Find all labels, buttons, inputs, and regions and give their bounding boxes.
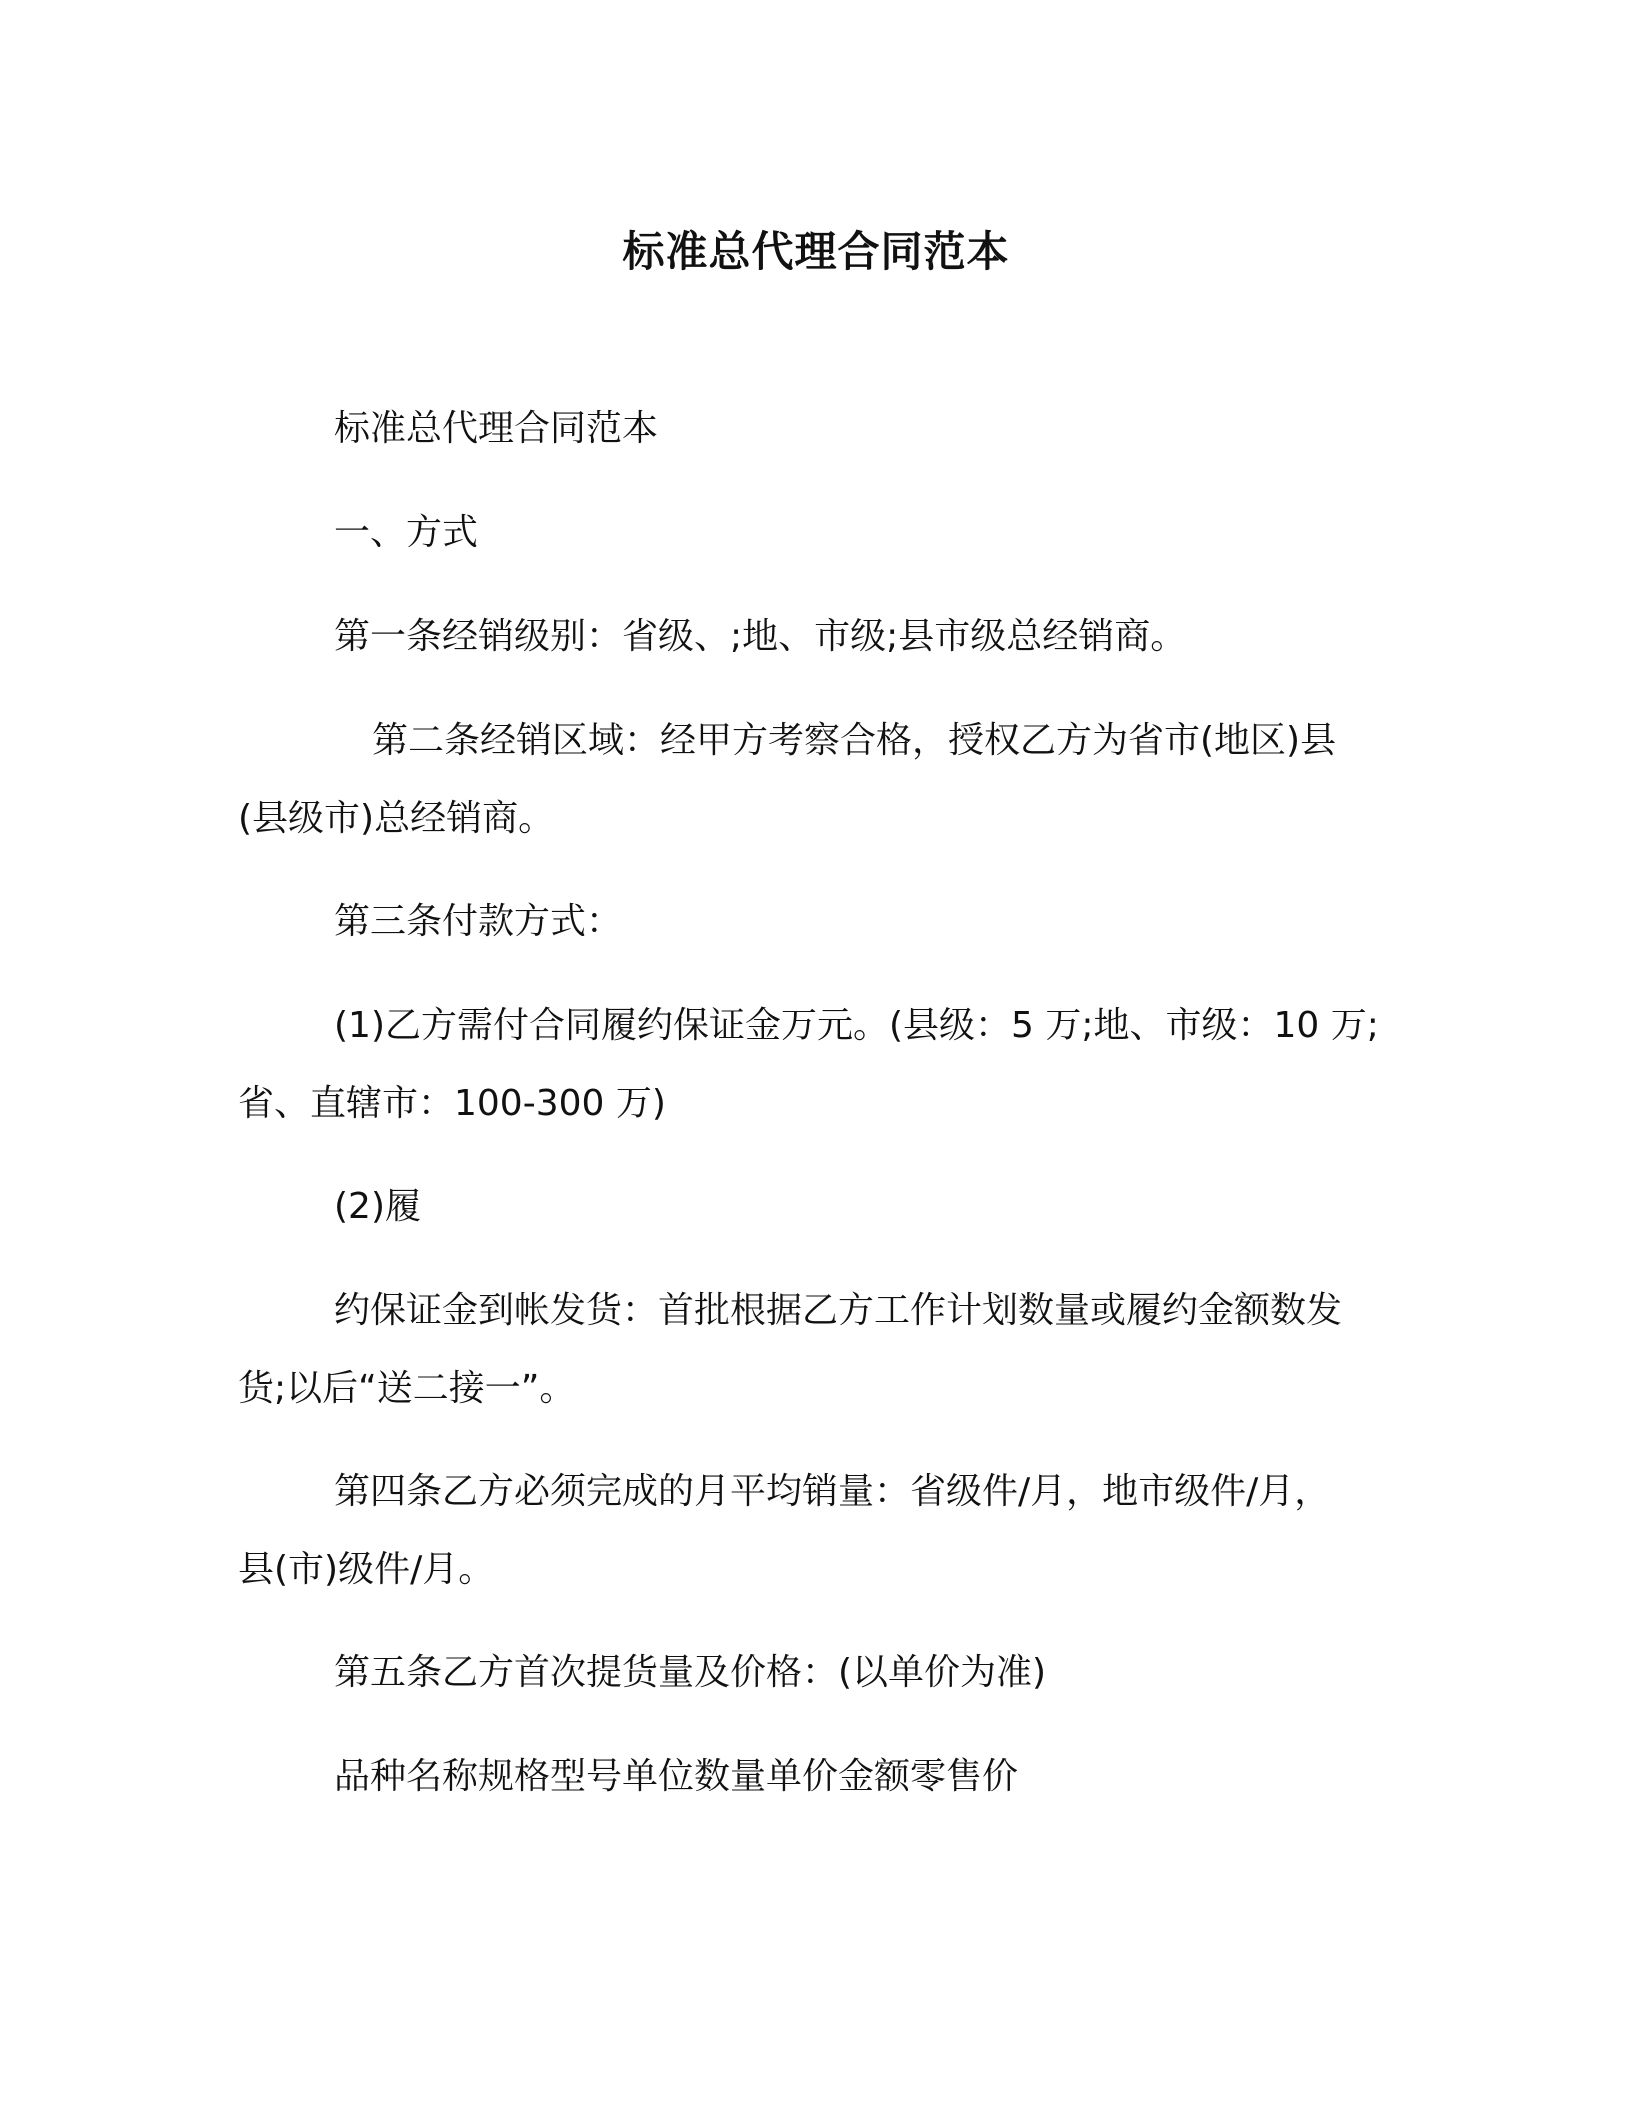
paragraph-item-2 xyxy=(238,1168,1408,1246)
paragraph-line: 第一条经销级别：省级、;地、市级;县市级总经销商。 xyxy=(334,616,1187,657)
paragraph-article-5 xyxy=(238,1634,1408,1712)
paragraph-line: (1)乙方需付合同履约保证金万元。(县级：5 万;地、市级：10 万; xyxy=(334,1005,1379,1046)
paragraph-line: 货;以后“送二接一”。 xyxy=(238,1368,576,1409)
paragraph-line: (2)履 xyxy=(334,1186,421,1227)
paragraph-line: 县(市)级件/月。 xyxy=(238,1549,495,1590)
paragraph-line: 第二条经销区域：经甲方考察合格，授权乙方为省市(地区)县 xyxy=(372,720,1337,761)
paragraph-line: 第三条付款方式： xyxy=(334,901,623,942)
document-title: 标准总代理合同范本 xyxy=(622,227,1010,276)
paragraph-table-header xyxy=(238,1738,1408,1816)
paragraph-item-1 xyxy=(238,987,1408,1143)
paragraph-line: 一、方式 xyxy=(334,512,479,553)
paragraph-line: 约保证金到帐发货：首批根据乙方工作计划数量或履约金额数发 xyxy=(334,1290,1343,1331)
paragraph-line: 标准总代理合同范本 xyxy=(334,408,659,449)
paragraph-line: 第四条乙方必须完成的月平均销量：省级件/月，地市级件/月， xyxy=(334,1471,1331,1512)
paragraph-article-4 xyxy=(238,1453,1408,1609)
paragraph-deposit xyxy=(238,1272,1408,1428)
paragraph-article-2 xyxy=(238,702,1408,858)
paragraph-line: (县级市)总经销商。 xyxy=(238,798,555,839)
paragraph-subtitle xyxy=(238,390,1408,468)
paragraph-section-heading xyxy=(238,494,1408,572)
paragraph-article-3 xyxy=(238,883,1408,961)
paragraph-line: 省、直辖市：100-300 万) xyxy=(238,1083,666,1124)
paragraph-article-1 xyxy=(238,598,1408,676)
paragraph-line: 品种名称规格型号单位数量单价金额零售价 xyxy=(334,1756,1019,1797)
paragraph-line: 第五条乙方首次提货量及价格：(以单价为准) xyxy=(334,1652,1047,1693)
